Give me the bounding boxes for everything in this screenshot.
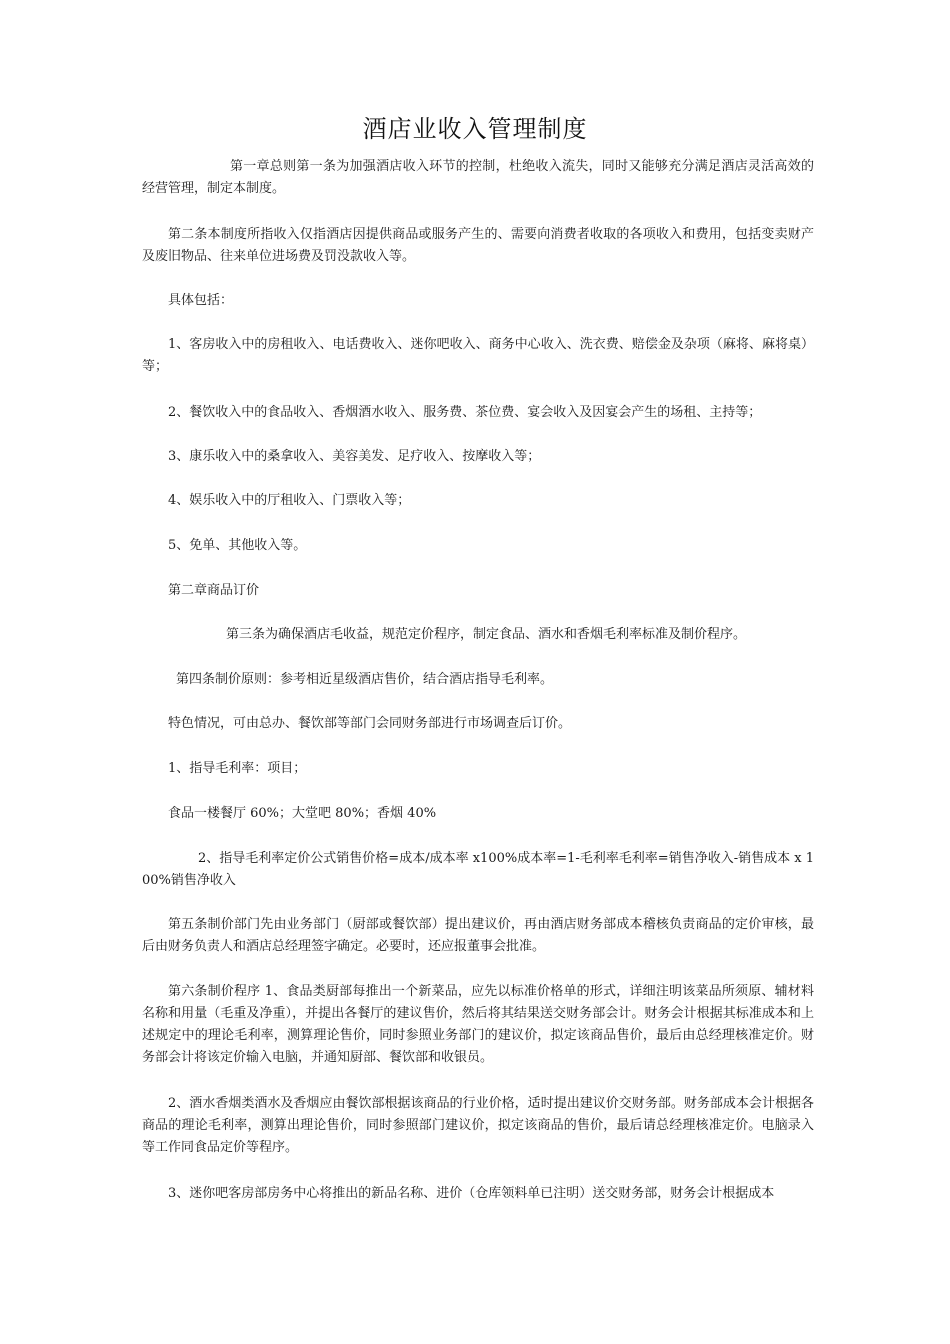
- paragraph-article4: 第四条制价原则：参考相近星级酒店售价，结合酒店指导毛利率。: [176, 672, 554, 687]
- paragraph-article3: 第三条为确保酒店毛收益，规范定价程序，制定食品、酒水和香烟毛利率标准及制价程序。: [226, 627, 747, 642]
- paragraph-item-entertainment: 4、娱乐收入中的厅租收入、门票收入等；: [168, 493, 411, 508]
- paragraph-item-room: 1、客房收入中的房租收入、电话费收入、迷你吧收入、商务中心收入、洗衣费、赔偿金及杂项（麻将、麻将桌）等；: [142, 337, 814, 374]
- paragraph-pricing-formula: 2、指导毛利率定价公式销售价格=成本/成本率 x100%成本率=1-毛利率毛利率=销售净收入-销售成本 x 100%销售净收入: [142, 851, 814, 888]
- paragraph-margin-values: 食品一楼餐厅 60%；大堂吧 80%；香烟 40%: [168, 806, 437, 821]
- paragraph-chapter1-article1: 第一章总则第一条为加强酒店收入环节的控制，杜绝收入流失，同时又能够充分满足酒店灵活高效的经营管理，制定本制度。: [142, 159, 814, 196]
- paragraph-minibar-pricing: 3、迷你吧客房部房务中心将推出的新品名称、进价（仓库领料单已注明）送交财务部，财务会计根据成本: [168, 1186, 775, 1201]
- document-title: 酒店业收入管理制度: [362, 115, 588, 143]
- paragraph-special-cases: 特色情况，可由总办、餐饮部等部门会同财务部进行市场调查后订价。: [168, 716, 572, 731]
- paragraph-article2: 第二条本制度所指收入仅指酒店因提供商品或服务产生的、需要向消费者收取的各项收入和费用，包括变卖财产及废旧物品、往来单位进场费及罚没款收入等。: [142, 227, 814, 264]
- paragraph-beverage-pricing: 2、酒水香烟类酒水及香烟应由餐饮部根据该商品的行业价格，适时提出建议价交财务部。财务部成本会计根据各商品的理论毛利率，测算出理论售价，同时参照部门建议价，拟定该商品的售价，最后请总经理核准定价。电脑录入等工作同食品定价等程序。: [142, 1096, 814, 1155]
- paragraph-item-food: 2、餐饮收入中的食品收入、香烟酒水收入、服务费、茶位费、宴会收入及因宴会产生的场租、主持等；: [168, 405, 762, 420]
- paragraph-specifics: 具体包括：: [168, 293, 234, 308]
- paragraph-article5: 第五条制价部门先由业务部门（厨部或餐饮部）提出建议价，再由酒店财务部成本稽核负责商品的定价审核，最后由财务负责人和酒店总经理签字确定。必要时，还应报董事会批准。: [142, 917, 814, 954]
- paragraph-item-leisure: 3、康乐收入中的桑拿收入、美容美发、足疗收入、按摩收入等；: [168, 449, 541, 464]
- paragraph-chapter2-heading: 第二章商品订价: [168, 583, 260, 598]
- paragraph-margin-items: 1、指导毛利率：项目；: [168, 761, 307, 776]
- paragraph-item-other: 5、免单、其他收入等。: [168, 538, 307, 553]
- paragraph-article6: 第六条制价程序 1、食品类厨部每推出一个新菜品，应先以标准价格单的形式，详细注明该菜品所须原、辅材料名称和用量（毛重及净重），并提出各餐厅的建议售价，然后将其结果送交财务部会计。财务会计根据其标准成本和上述规定中的理论毛利率，测算理论售价，同时参照业务部门的建议价，拟定该商品售价，最后由总经理核准定价。财务部会计将该定价输入电脑，并通知厨部、餐饮部和收银员。: [142, 984, 814, 1065]
